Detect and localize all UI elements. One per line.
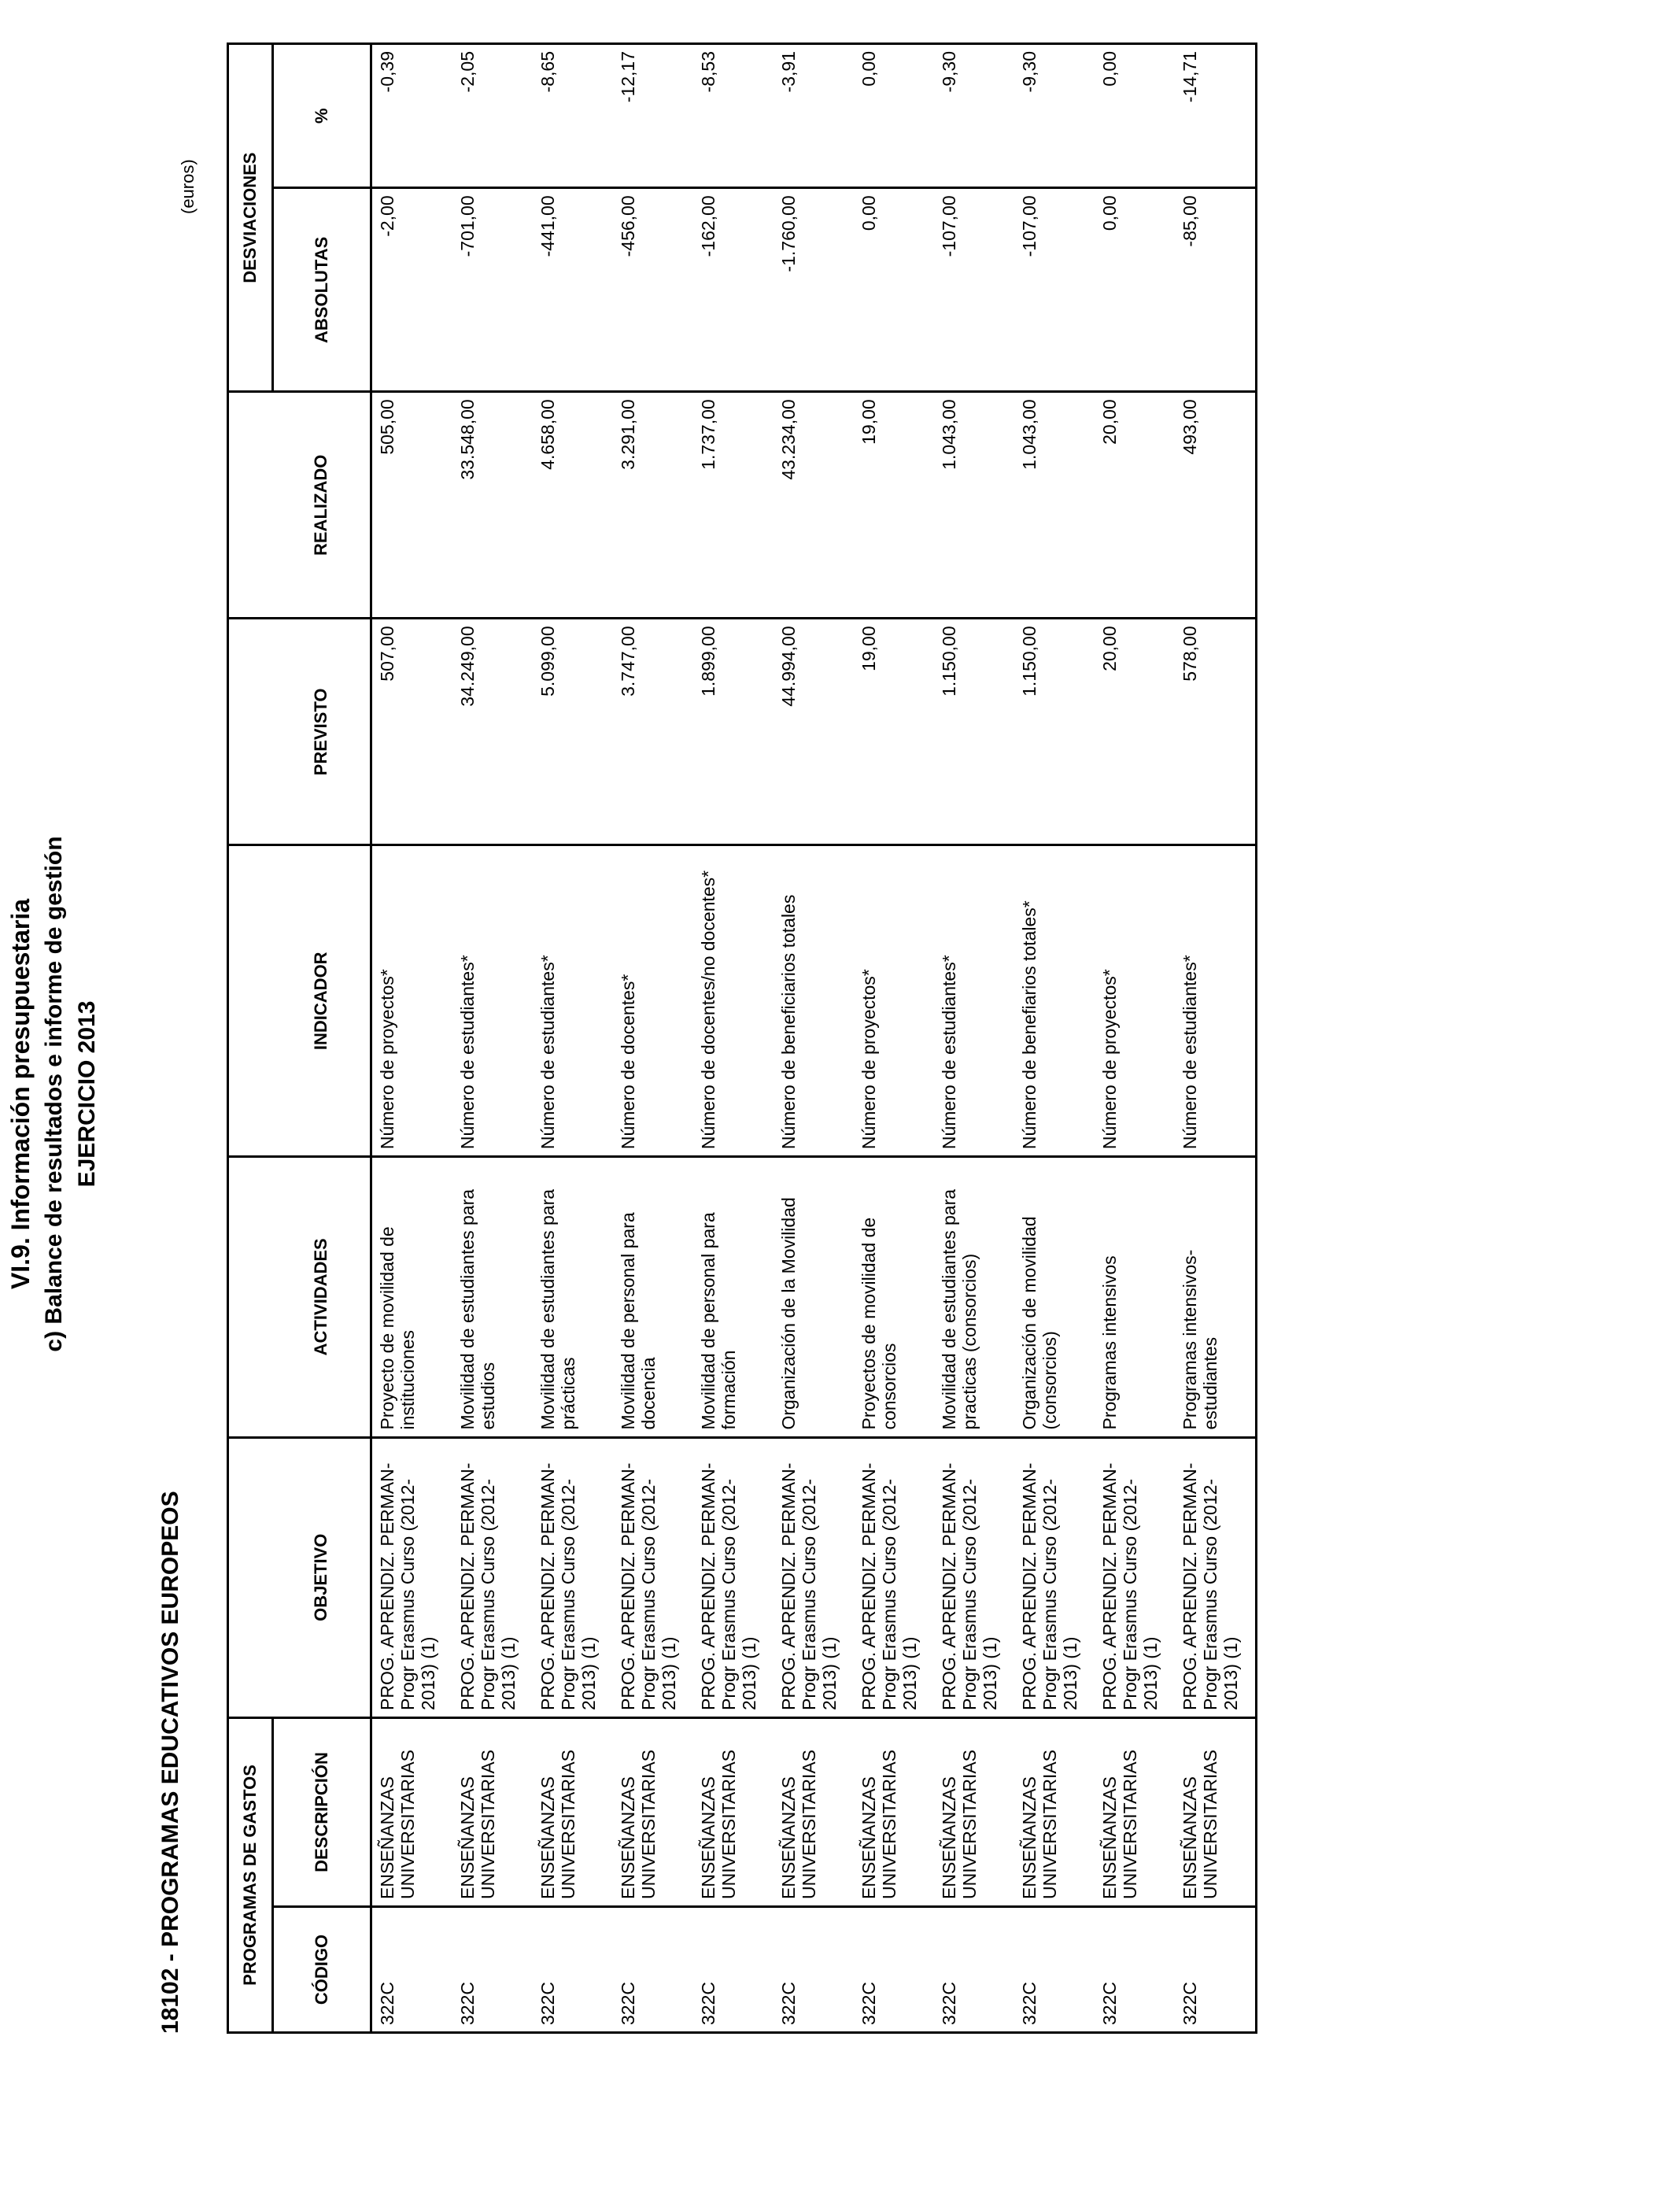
cell-absolutas: 0,00 bbox=[854, 188, 934, 392]
cell-actividades: Programas intensivos-estudiantes bbox=[1175, 1157, 1257, 1437]
header-spacer bbox=[228, 392, 273, 619]
cell-codigo: 322C bbox=[774, 1906, 854, 2032]
cell-objetivo: PROG. APRENDIZ. PERMAN-Progr Erasmus Curso (2012-2013) (1) bbox=[533, 1437, 613, 1717]
cell-previsto: 507,00 bbox=[371, 619, 453, 845]
cell-codigo: 322C bbox=[1175, 1906, 1257, 2032]
cell-absolutas: -441,00 bbox=[533, 188, 613, 392]
cell-pct: 0,00 bbox=[854, 44, 934, 188]
cell-pct: -3,91 bbox=[774, 44, 854, 188]
cell-descripcion: ENSEÑANZAS UNIVERSITARIAS bbox=[1014, 1717, 1095, 1906]
col-header-previsto: PREVISTO bbox=[273, 619, 371, 845]
cell-absolutas: -107,00 bbox=[934, 188, 1014, 392]
cell-realizado: 4.658,00 bbox=[533, 392, 613, 619]
cell-pct: -12,17 bbox=[613, 44, 693, 188]
cell-descripcion: ENSEÑANZAS UNIVERSITARIAS bbox=[854, 1717, 934, 1906]
cell-objetivo: PROG. APRENDIZ. PERMAN-Progr Erasmus Curso (2012-2013) (1) bbox=[693, 1437, 774, 1717]
table-row bbox=[693, 44, 774, 2033]
col-header-objetivo: OBJETIVO bbox=[273, 1437, 371, 1717]
cell-codigo: 322C bbox=[452, 1906, 533, 2032]
cell-actividades: Movilidad de estudiantes para estudios bbox=[452, 1157, 533, 1437]
cell-actividades: Movilidad de estudiantes para practicas (consorcios) bbox=[934, 1157, 1014, 1437]
report-heading: VI.9. Información presupuestaria bbox=[6, 898, 35, 1290]
cell-pct: -8,53 bbox=[693, 44, 774, 188]
cell-objetivo: PROG. APRENDIZ. PERMAN-Progr Erasmus Curso (2012-2013) (1) bbox=[854, 1437, 934, 1717]
col-header-absolutas: ABSOLUTAS bbox=[273, 188, 371, 392]
table-row bbox=[1175, 44, 1257, 2033]
cell-actividades: Movilidad de estudiantes para prácticas bbox=[533, 1157, 613, 1437]
cell-indicador: Número de proyectos* bbox=[371, 845, 453, 1157]
cell-descripcion: ENSEÑANZAS UNIVERSITARIAS bbox=[1095, 1717, 1175, 1906]
cell-absolutas: -85,00 bbox=[1175, 188, 1257, 392]
cell-objetivo: PROG. APRENDIZ. PERMAN-Progr Erasmus Curso (2012-2013) (1) bbox=[613, 1437, 693, 1717]
cell-previsto: 20,00 bbox=[1095, 619, 1175, 845]
cell-indicador: Número de estudiantes* bbox=[452, 845, 533, 1157]
header-spacer bbox=[228, 1157, 273, 1437]
cell-pct: -0,39 bbox=[371, 44, 453, 188]
col-header-pct: % bbox=[273, 44, 371, 188]
cell-descripcion: ENSEÑANZAS UNIVERSITARIAS bbox=[1175, 1717, 1257, 1906]
col-header-actividades: ACTIVIDADES bbox=[273, 1157, 371, 1437]
cell-descripcion: ENSEÑANZAS UNIVERSITARIAS bbox=[774, 1717, 854, 1906]
cell-pct: -9,30 bbox=[934, 44, 1014, 188]
cell-actividades: Organización de la Movilidad bbox=[774, 1157, 854, 1437]
cell-previsto: 44.994,00 bbox=[774, 619, 854, 845]
cell-indicador: Número de proyectos* bbox=[1095, 845, 1175, 1157]
table-row bbox=[1014, 44, 1095, 2033]
col-header-descripcion: DESCRIPCIÓN bbox=[273, 1717, 371, 1906]
cell-realizado: 3.291,00 bbox=[613, 392, 693, 619]
cell-indicador: Número de proyectos* bbox=[854, 845, 934, 1157]
cell-indicador: Número de docentes/no docentes* bbox=[693, 845, 774, 1157]
cell-codigo: 322C bbox=[1095, 1906, 1175, 2032]
table-row bbox=[613, 44, 693, 2033]
cell-pct: 0,00 bbox=[1095, 44, 1175, 188]
cell-objetivo: PROG. APRENDIZ. PERMAN-Progr Erasmus Curso (2012-2013) (1) bbox=[1095, 1437, 1175, 1717]
table-body bbox=[371, 44, 1257, 2033]
cell-realizado: 43.234,00 bbox=[774, 392, 854, 619]
header-spacer bbox=[228, 1437, 273, 1717]
cell-pct: -9,30 bbox=[1014, 44, 1095, 188]
cell-absolutas: -701,00 bbox=[452, 188, 533, 392]
cell-codigo: 322C bbox=[1014, 1906, 1095, 2032]
cell-realizado: 505,00 bbox=[371, 392, 453, 619]
cell-codigo: 322C bbox=[934, 1906, 1014, 2032]
table-row bbox=[854, 44, 934, 2033]
cell-realizado: 19,00 bbox=[854, 392, 934, 619]
cell-actividades: Movilidad de personal para docencia bbox=[613, 1157, 693, 1437]
col-header-realizado: REALIZADO bbox=[273, 392, 371, 619]
cell-absolutas: -1.760,00 bbox=[774, 188, 854, 392]
table-row bbox=[452, 44, 533, 2033]
cell-realizado: 493,00 bbox=[1175, 392, 1257, 619]
cell-pct: -8,65 bbox=[533, 44, 613, 188]
cell-previsto: 578,00 bbox=[1175, 619, 1257, 845]
cell-codigo: 322C bbox=[613, 1906, 693, 2032]
cell-absolutas: 0,00 bbox=[1095, 188, 1175, 392]
cell-descripcion: ENSEÑANZAS UNIVERSITARIAS bbox=[371, 1717, 453, 1906]
cell-objetivo: PROG. APRENDIZ. PERMAN-Progr Erasmus Curso (2012-2013) (1) bbox=[452, 1437, 533, 1717]
cell-absolutas: -456,00 bbox=[613, 188, 693, 392]
cell-realizado: 1.737,00 bbox=[693, 392, 774, 619]
cell-pct: -2,05 bbox=[452, 44, 533, 188]
cell-realizado: 1.043,00 bbox=[1014, 392, 1095, 619]
cell-actividades: Organización de movilidad (consorcios) bbox=[1014, 1157, 1095, 1437]
cell-descripcion: ENSEÑANZAS UNIVERSITARIAS bbox=[452, 1717, 533, 1906]
cell-codigo: 322C bbox=[854, 1906, 934, 2032]
cell-absolutas: -2,00 bbox=[371, 188, 453, 392]
cell-previsto: 5.099,00 bbox=[533, 619, 613, 845]
units-label: (euros) bbox=[178, 159, 198, 214]
column-header-row bbox=[273, 44, 371, 2033]
header-spacer bbox=[228, 619, 273, 845]
cell-objetivo: PROG. APRENDIZ. PERMAN-Progr Erasmus Curso (2012-2013) (1) bbox=[1175, 1437, 1257, 1717]
cell-realizado: 1.043,00 bbox=[934, 392, 1014, 619]
cell-descripcion: ENSEÑANZAS UNIVERSITARIAS bbox=[934, 1717, 1014, 1906]
cell-descripcion: ENSEÑANZAS UNIVERSITARIAS bbox=[533, 1717, 613, 1906]
cell-indicador: Número de estudiantes* bbox=[533, 845, 613, 1157]
cell-absolutas: -162,00 bbox=[693, 188, 774, 392]
cell-pct: -14,71 bbox=[1175, 44, 1257, 188]
cell-previsto: 3.747,00 bbox=[613, 619, 693, 845]
cell-indicador: Número de docentes* bbox=[613, 845, 693, 1157]
cell-absolutas: -107,00 bbox=[1014, 188, 1095, 392]
cell-codigo: 322C bbox=[533, 1906, 613, 2032]
fiscal-year: EJERCICIO 2013 bbox=[74, 1000, 100, 1188]
cell-objetivo: PROG. APRENDIZ. PERMAN-Progr Erasmus Curso (2012-2013) (1) bbox=[774, 1437, 854, 1717]
cell-actividades: Programas intensivos bbox=[1095, 1157, 1175, 1437]
report-subheading: c) Balance de resultados e informe de gestión bbox=[41, 836, 67, 1352]
cell-indicador: Número de beneficiarios totales bbox=[774, 845, 854, 1157]
group-header-programas: PROGRAMAS DE GASTOS bbox=[228, 1717, 273, 2032]
cell-codigo: 322C bbox=[371, 1906, 453, 2032]
cell-objetivo: PROG. APRENDIZ. PERMAN-Progr Erasmus Curso (2012-2013) (1) bbox=[371, 1437, 453, 1717]
cell-realizado: 33.548,00 bbox=[452, 392, 533, 619]
group-header-desviaciones: DESVIACIONES bbox=[228, 44, 273, 392]
cell-codigo: 322C bbox=[693, 1906, 774, 2032]
cell-actividades: Movilidad de personal para formación bbox=[693, 1157, 774, 1437]
results-table bbox=[227, 43, 1257, 2034]
cell-actividades: Proyectos de movilidad de consorcios bbox=[854, 1157, 934, 1437]
cell-objetivo: PROG. APRENDIZ. PERMAN-Progr Erasmus Curso (2012-2013) (1) bbox=[934, 1437, 1014, 1717]
col-header-indicador: INDICADOR bbox=[273, 845, 371, 1157]
cell-realizado: 20,00 bbox=[1095, 392, 1175, 619]
table-row bbox=[774, 44, 854, 2033]
cell-actividades: Proyecto de movilidad de instituciones bbox=[371, 1157, 453, 1437]
group-header-row bbox=[228, 44, 273, 2033]
table-row bbox=[371, 44, 453, 2033]
header-spacer bbox=[228, 845, 273, 1157]
cell-indicador: Número de benefiarios totales* bbox=[1014, 845, 1095, 1157]
cell-objetivo: PROG. APRENDIZ. PERMAN-Progr Erasmus Curso (2012-2013) (1) bbox=[1014, 1437, 1095, 1717]
cell-indicador: Número de estudiantes* bbox=[1175, 845, 1257, 1157]
cell-previsto: 1.150,00 bbox=[1014, 619, 1095, 845]
cell-previsto: 1.150,00 bbox=[934, 619, 1014, 845]
col-header-codigo: CÓDIGO bbox=[273, 1906, 371, 2032]
table-row bbox=[1095, 44, 1175, 2033]
table-row bbox=[533, 44, 613, 2033]
cell-descripcion: ENSEÑANZAS UNIVERSITARIAS bbox=[613, 1717, 693, 1906]
table-row bbox=[934, 44, 1014, 2033]
cell-previsto: 34.249,00 bbox=[452, 619, 533, 845]
cell-indicador: Número de estudiantes* bbox=[934, 845, 1014, 1157]
section-title: 18102 - PROGRAMAS EDUCATIVOS EUROPEOS bbox=[157, 1491, 183, 2034]
cell-previsto: 1.899,00 bbox=[693, 619, 774, 845]
cell-previsto: 19,00 bbox=[854, 619, 934, 845]
cell-descripcion: ENSEÑANZAS UNIVERSITARIAS bbox=[693, 1717, 774, 1906]
